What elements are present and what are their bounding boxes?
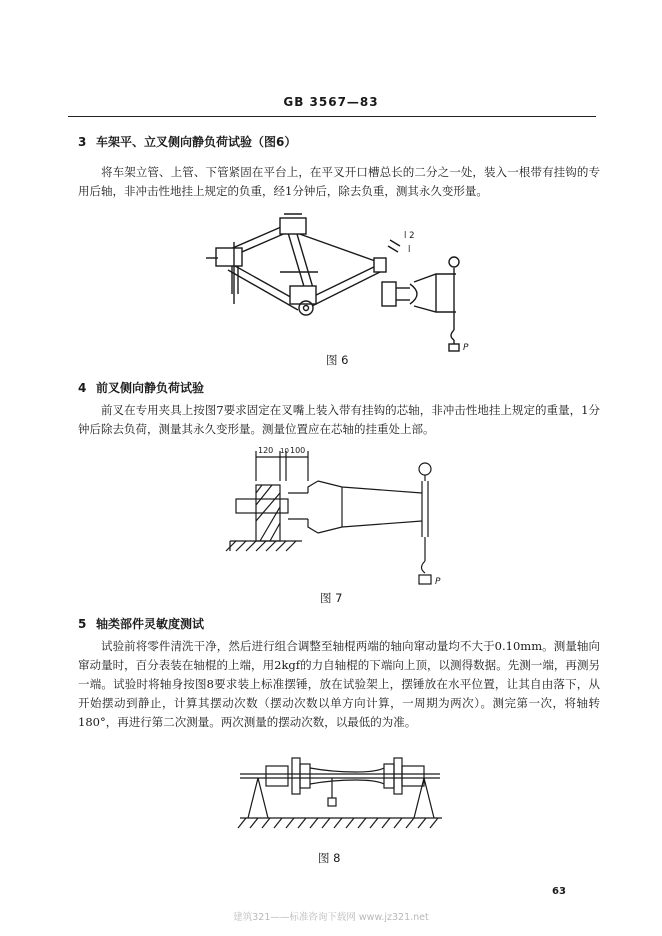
figure-7-dim-10: 10 [280, 447, 289, 455]
figure-6 [198, 212, 478, 352]
figure-7-caption: 图 7 [320, 591, 343, 605]
section-4-title: 前叉侧向静负荷试验 [96, 381, 205, 395]
figure-7 [222, 441, 462, 589]
section-5-paragraph: 试验前将零件清洗干净，然后进行组合调整至轴棍两端的轴向窜动量均不大于0.10mm。测量轴向窜动量时，百分表装在轴棍的上端，用2kgf的力自轴棍的下端向上顶，以测得数据。先测一端，再测另一端。试验时将轴身按图8要求装上标准摆锤，放在试验架上，摆锤放在水平位置，让其自由落下，从开始摆动到静止，计算其摆动次数（摆动次数以单方向计算，一周期为两次）。测完第一次，将轴转180°，再进行第二次测量。两次测量的摆动次数，以最低的为准。 [78, 639, 600, 729]
section-3-number: 3 [78, 135, 87, 149]
section-4-number: 4 [78, 381, 87, 395]
section-3-paragraph: 将车架立管、上管、下管紧固在平台上，在平叉开口槽总长的二分之一处，装入一根带有挂钩的专用后轴，非冲击性地挂上规定的负重，经1分钟后，除去负重，测其永久变形量。 [78, 165, 600, 198]
page-number: 63 [552, 886, 566, 897]
watermark: 建筑321——标准咨询下载网 www.jz321.net [233, 912, 429, 923]
figure-8-drawing [236, 754, 446, 838]
section-5-heading [78, 615, 204, 632]
figure-7-drawing [222, 441, 462, 589]
section-3-title: 车架平、立叉侧向静负荷试验（图6） [96, 135, 297, 149]
figure-6-label-load: P [463, 343, 469, 352]
section-5-number: 5 [78, 617, 87, 631]
figure-8-caption: 图 8 [318, 851, 341, 865]
figure-6-drawing [198, 212, 478, 352]
figure-7-label-load: P [435, 577, 441, 587]
section-5-title: 轴类部件灵敏度测试 [96, 617, 205, 631]
section-3-heading [78, 133, 296, 150]
figure-7-dim-120: 120 [258, 446, 274, 455]
figure-6-label-l2: l 2 [404, 231, 415, 241]
section-4-heading [78, 379, 204, 396]
figure-7-dim-100: 100 [290, 446, 306, 455]
section-4-paragraph: 前叉在专用夹具上按图7要求固定在叉嘴上装入带有挂钩的芯轴，非冲击性地挂上规定的重量，1分钟后除去负荷，测量其永久变形量。测量位置应在芯轴的挂重处上部。 [78, 403, 600, 436]
header-rule [68, 116, 596, 117]
standard-code: GB 3567—83 [283, 95, 379, 109]
figure-8 [236, 754, 446, 838]
figure-6-label-l: l [408, 245, 411, 255]
figure-6-caption: 图 6 [326, 353, 349, 367]
